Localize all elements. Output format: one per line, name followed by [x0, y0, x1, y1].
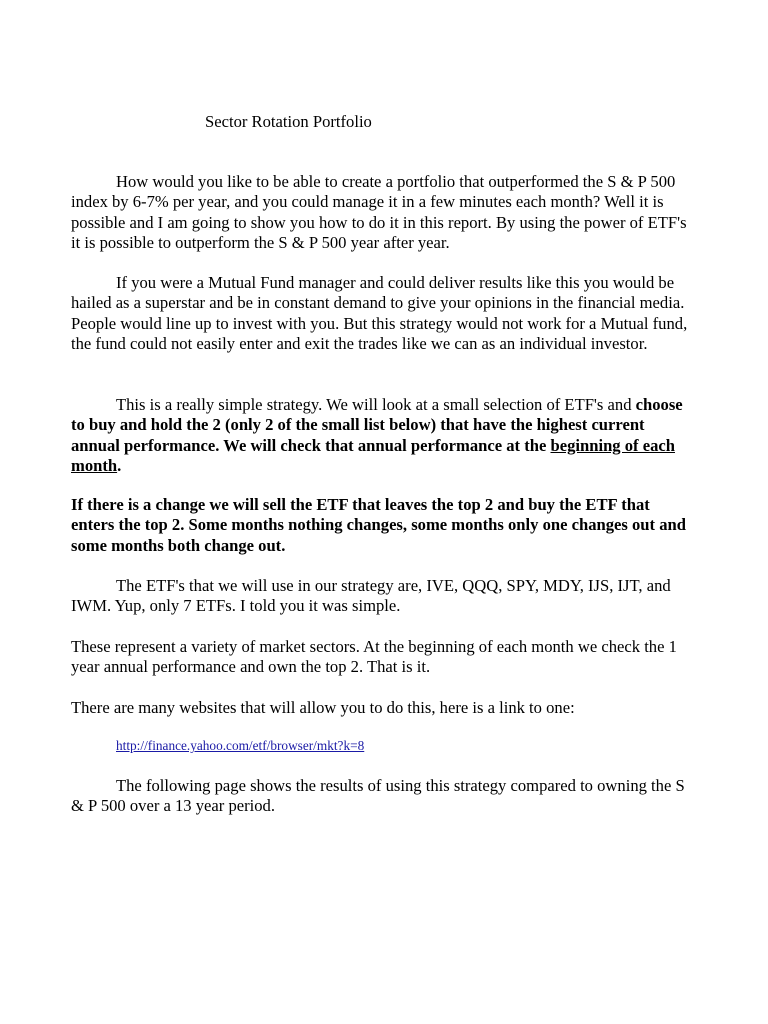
- strategy-intro-text: This is a really simple strategy. We will look at a small selection of ETF's and: [116, 395, 636, 414]
- strategy-bold-text: choose to buy and hold the 2 (only 2 of the small list below) that have the highest current annual performance. We will check that annual performance at the: [71, 395, 683, 455]
- paragraph-results-preview: The following page shows the results of using this strategy compared to owning the S & P 500 over a 13 year period.: [71, 776, 685, 816]
- paragraph-intro: How would you like to be able to create a portfolio that outperformed the S & P 500 index by 6-7% per year, and you could manage it in a few minutes each month? Well it is possible and I am going to show you how to do it in this report. By using the power of ETF's it is possible to outperform the S & P 500 year after year.: [71, 172, 687, 252]
- yahoo-finance-link[interactable]: http://finance.yahoo.com/etf/browser/mkt?k=8: [116, 738, 365, 753]
- paragraph-strategy: [71, 395, 693, 476]
- paragraph-rotation-rule: If there is a change we will sell the ETF that leaves the top 2 and buy the ETF that enters the top 2. Some months nothing changes, some months only one changes out and some months both change out.: [71, 495, 686, 555]
- paragraph-market-sectors: These represent a variety of market sectors. At the beginning of each month we check the 1 year annual performance and own the top 2. That is it.: [71, 637, 677, 677]
- document-title: Sector Rotation Portfolio: [205, 112, 372, 131]
- paragraph-etf-list: The ETF's that we will use in our strategy are, IVE, QQQ, SPY, MDY, IJS, IJT, and IWM. Yup, only 7 ETFs. I told you it was simple.: [71, 576, 671, 616]
- document-page: [71, 0, 693, 1024]
- strategy-end-punctuation: .: [117, 455, 122, 475]
- strategy-underlined-text: beginning of each month: [71, 435, 675, 475]
- paragraph-mutual-fund: If you were a Mutual Fund manager and could deliver results like this you would be hailed as a superstar and be in constant demand to give your opinions in the financial media. People would line up to invest with you. But this strategy would not work for a Mutual fund, the fund could not easily enter and exit the trades like we can as an individual investor.: [71, 273, 688, 353]
- paragraph-websites: There are many websites that will allow you to do this, here is a link to one:: [71, 698, 575, 717]
